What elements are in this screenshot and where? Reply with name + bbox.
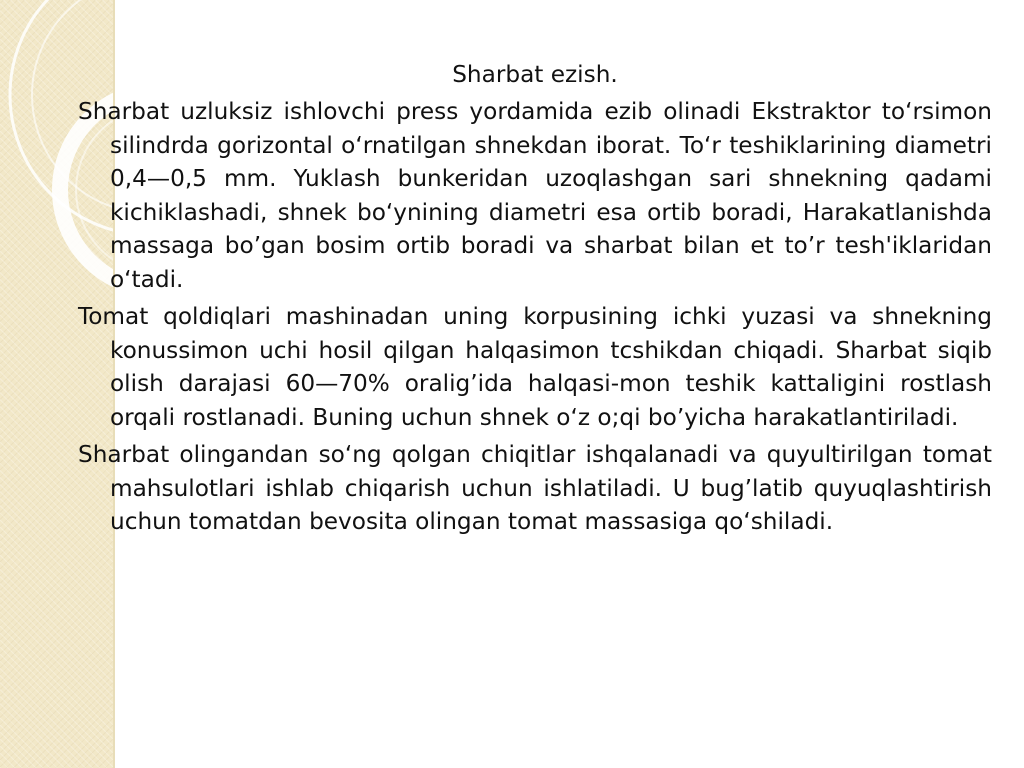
paragraph-residues: Tomat qoldiqlari mashinadan uning korpusining ichki yuzasi va shnekning konussimon uchi hosil qilgan halqasimon tcshikdan chiqadi. Sharbat siqib olish darajasi 60—70% oralig’ida halqasi-mon teshik kattaligini rostlash orqali rostlanadi. Buning uchun shnek o‘z o;qi bo’yicha harakatlantiriladi. (78, 303, 992, 431)
slide-content (78, 58, 992, 543)
paragraph-waste: Sharbat olingandan so‘ng qolgan chiqitlar ishqalanadi va quyultirilgan tomat mahsulotlari ishlab chiqarish uchun ishlatiladi. U bug’latib quyuqlashtirish uchun tomatdan bevosita olingan tomat massasiga qo‘shiladi. (78, 441, 992, 535)
slide-title: Sharbat ezish. (452, 61, 618, 88)
paragraph-pressing: Sharbat uzluksiz ishlovchi press yordamida ezib olinadi Ekstraktor to‘rsimon silindrda gorizontal o‘rnatilgan shnekdan iborat. To‘r teshiklarining diametri 0,4—0,5 mm. Yuklash bunkeridan uzoqlashgan sari shnekning qadami kichiklashadi, shnek bo‘ynining diametri esa ortib boradi, Harakatlanishda massaga bo’gan bosim ortib boradi va sharbat bilan et to’r tesh'iklaridan o‘tadi. (78, 98, 992, 293)
